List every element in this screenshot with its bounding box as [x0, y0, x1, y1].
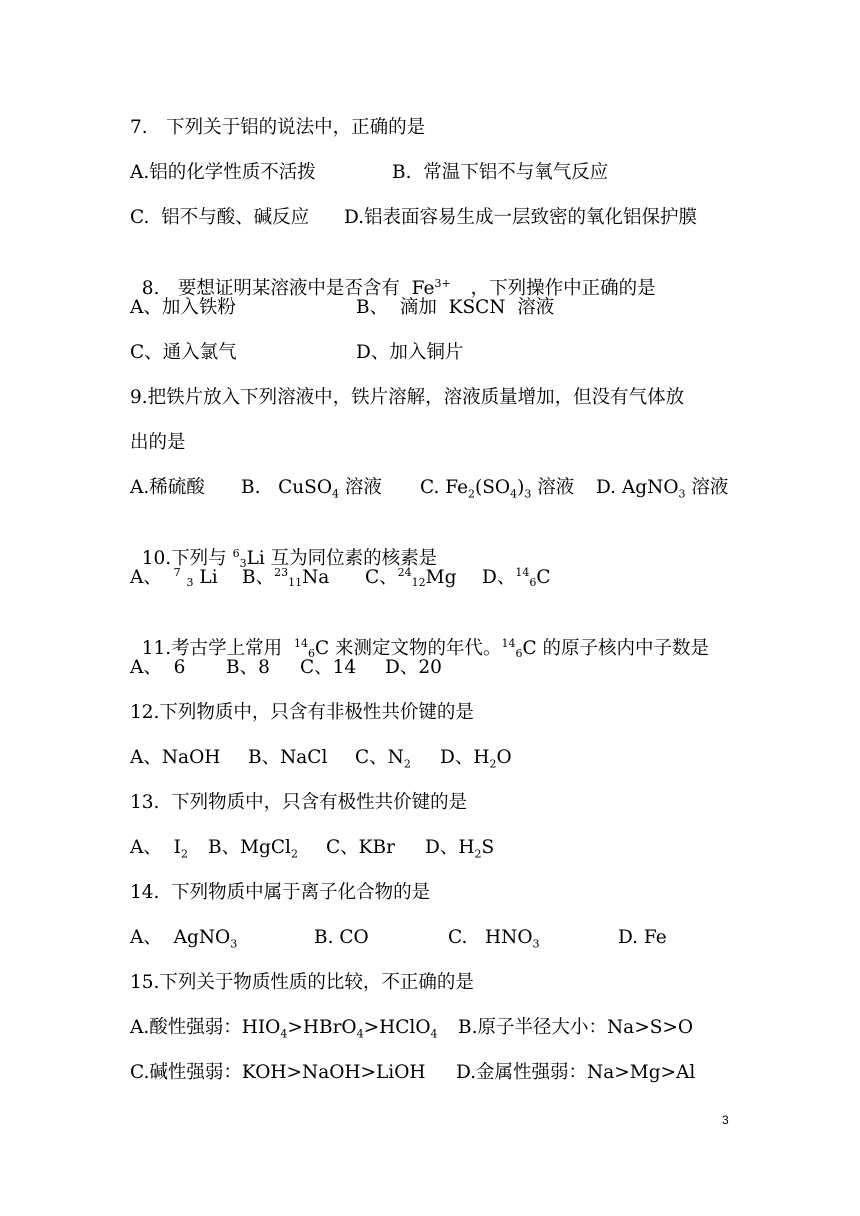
q10-option-b: B、$^{23}$11Na — [242, 566, 330, 589]
q15-option-d: D.金属性强弱：Na>Mg>Al — [456, 1062, 696, 1083]
q9-stem-line1 — [130, 385, 684, 411]
q12-option-d: D、$H_2O$ — [440, 747, 512, 771]
q14-option-d: D. Fe — [618, 927, 667, 948]
q9-option-d: D. AgNO$_3$ 溶液 — [596, 477, 729, 501]
q9-stem-text2: 出的是 — [130, 432, 186, 453]
q8-option-b: B、 滴加 KSCN 溶液 — [356, 297, 555, 318]
q11-option-b: B、8 — [226, 657, 270, 678]
q11-option-c: C、14 — [300, 657, 357, 678]
q8-option-c: C、通入氯气 — [130, 342, 237, 363]
q10-option-c: C、$^{24}$12Mg — [365, 566, 457, 589]
q15-option-b: B.原子半径大小：Na>S>O — [458, 1017, 694, 1038]
q7-option-c: C. 铝不与酸、碱反应 — [130, 207, 310, 228]
q7-option-a: A.铝的化学性质不活拨 — [130, 162, 316, 183]
q12-option-c: C、$N_2$ — [355, 747, 411, 771]
page-number: 3 — [722, 1113, 729, 1127]
q14-option-c: C. $HNO_3$ — [448, 927, 540, 951]
q11-stem: 11.考古学上常用 $^{14}$6C 来测定文物的年代。$^{14}$6C 的原子核内中子数是 — [141, 637, 710, 660]
q13-stem: 13. 下列物质中，只含有极性共价键的是 — [130, 792, 468, 813]
q8-option-d: D、加入铜片 — [356, 342, 464, 363]
q14-option-a: A、 AgNO$_3$ — [130, 927, 238, 951]
q9-option-a: A.稀硫酸 — [130, 477, 205, 498]
q12-stem: 12.下列物质中，只含有非极性共价键的是 — [130, 702, 474, 723]
q15-option-c: C.碱性强弱：KOH>NaOH>LiOH — [130, 1062, 426, 1083]
q14-stem: 14. 下列物质中属于离子化合物的是 — [130, 882, 431, 903]
q13-option-c: C、KBr — [326, 837, 395, 858]
q8-stem-pre: 8. 要想证明某溶液中是否含有 Fe — [141, 278, 435, 299]
q14-option-b: B. CO — [314, 927, 369, 948]
q9-stem-text1: 9.把铁片放入下列溶液中，铁片溶解，溶液质量增加，但没有气体放 — [130, 387, 685, 408]
q10-stem: 10.下列与 $^6$3Li 互为同位素的核素是 — [141, 547, 438, 570]
q12-option-a: A、NaOH — [130, 747, 221, 768]
q13-option-b: B、MgCl$_2$ — [208, 837, 298, 861]
q7-stem-text: 7. 下列关于铝的说法中，正确的是 — [130, 117, 426, 138]
q10-option-d: D、$^{14}$6C — [482, 566, 551, 589]
q13-option-a: A、 $I_2$ — [130, 837, 188, 861]
q15-stem: 15.下列关于物质性质的比较，不正确的是 — [130, 972, 474, 993]
q10-option-a: A、 $^7$ 3 Li — [130, 566, 218, 589]
q13-option-d: D、$H_2S$ — [425, 837, 495, 861]
q7-option-b: B. 常温下铝不与氧气反应 — [392, 162, 609, 183]
q8-ion-charge: 3+ — [434, 276, 451, 290]
q8-stem-post: ，下列操作中正确的是 — [470, 278, 656, 299]
q10-atomic-number: 3 — [239, 557, 247, 570]
q10-mass-number: 6 — [232, 547, 240, 560]
q11-option-a: A、 6 — [130, 657, 186, 678]
q9-option-b: B. CuSO$_4$ 溶液 — [241, 477, 382, 501]
q7-option-d: D.铝表面容易生成一层致密的氧化铝保护膜 — [344, 207, 698, 228]
q9-stem-line2 — [130, 430, 186, 456]
q15-options-row2 — [130, 1060, 696, 1138]
q15-option-a: A.酸性强弱：$HIO_4>HBrO_4>HClO_4$ — [130, 1017, 438, 1041]
q12-option-b: B、NaCl — [248, 747, 328, 768]
q9-option-c: C. $Fe_2(SO_4)_3$ 溶液 — [420, 477, 575, 501]
q7-stem — [130, 115, 425, 141]
q8-option-a: A、加入铁粉 — [130, 297, 236, 318]
q11-option-d: D、20 — [385, 657, 442, 678]
